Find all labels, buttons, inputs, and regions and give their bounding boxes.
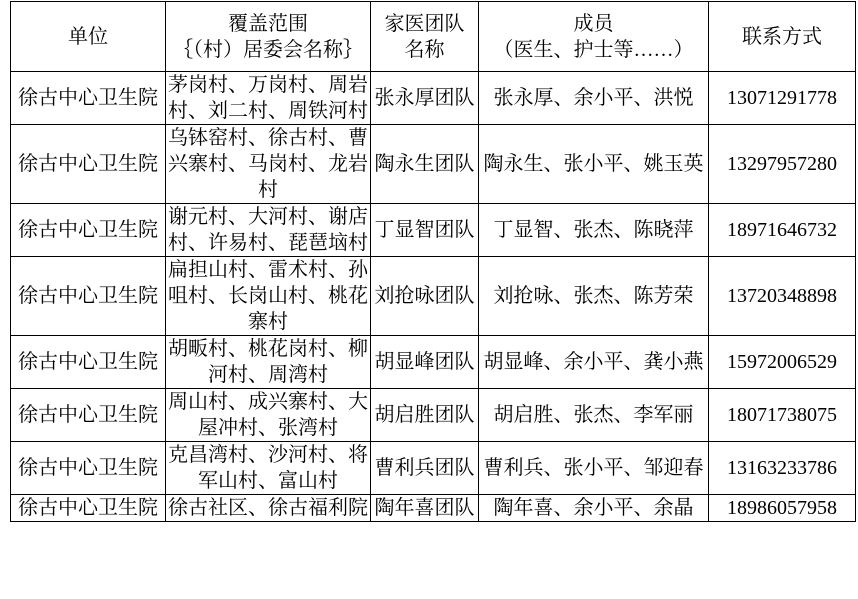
cell-phone-text: 18071738075 bbox=[727, 404, 837, 426]
cell-team-text: 曹利兵团队 bbox=[374, 457, 475, 479]
cell-coverage bbox=[166, 125, 371, 204]
cell-members-text: 丁显智、张杰、陈晓萍 bbox=[493, 219, 694, 241]
cell-unit-text: 徐古中心卫生院 bbox=[18, 351, 158, 373]
table-row bbox=[11, 204, 856, 257]
cell-members bbox=[479, 336, 709, 389]
header-phone bbox=[709, 2, 856, 72]
table-row bbox=[11, 257, 856, 336]
cell-unit-text: 徐古中心卫生院 bbox=[18, 457, 158, 479]
header-coverage-line: 覆盖范围 bbox=[228, 12, 308, 35]
header-unit-line: 单位 bbox=[68, 25, 108, 48]
cell-unit bbox=[11, 257, 166, 336]
cell-team-text: 陶年喜团队 bbox=[374, 497, 475, 519]
cell-team-text: 张永厚团队 bbox=[374, 87, 475, 109]
header-phone-line: 联系方式 bbox=[742, 25, 822, 48]
cell-members bbox=[479, 495, 709, 522]
cell-team bbox=[371, 495, 479, 522]
cell-unit bbox=[11, 204, 166, 257]
cell-team bbox=[371, 442, 479, 495]
cell-team-text: 胡启胜团队 bbox=[374, 404, 475, 426]
cell-phone bbox=[709, 336, 856, 389]
cell-members bbox=[479, 204, 709, 257]
cell-phone bbox=[709, 389, 856, 442]
header-members-line: 成员 bbox=[573, 12, 614, 35]
cell-unit-text: 徐古中心卫生院 bbox=[18, 219, 158, 241]
cell-unit-text: 徐古中心卫生院 bbox=[18, 87, 158, 109]
cell-coverage-text: 周山村、成兴寨村、大屋冲村、张湾村 bbox=[168, 391, 368, 439]
cell-unit-text: 徐古中心卫生院 bbox=[18, 285, 158, 307]
table-row bbox=[11, 495, 856, 522]
family-doctor-team-table bbox=[10, 1, 856, 522]
cell-phone-text: 13720348898 bbox=[727, 285, 837, 307]
cell-members bbox=[479, 442, 709, 495]
cell-team bbox=[371, 72, 479, 125]
cell-unit bbox=[11, 125, 166, 204]
cell-unit bbox=[11, 495, 166, 522]
table-body bbox=[11, 72, 856, 522]
cell-team-text: 丁显智团队 bbox=[374, 219, 475, 241]
cell-phone bbox=[709, 257, 856, 336]
cell-coverage-text: 克昌湾村、沙河村、将军山村、富山村 bbox=[168, 444, 368, 492]
cell-coverage-text: 扁担山村、雷术村、孙咀村、长岗山村、桃花寨村 bbox=[168, 259, 368, 333]
table-row bbox=[11, 336, 856, 389]
table-row bbox=[11, 72, 856, 125]
cell-members-text: 刘抢咏、张杰、陈芳荣 bbox=[493, 285, 694, 307]
table-header bbox=[11, 2, 856, 72]
cell-members-text: 陶年喜、余小平、余晶 bbox=[493, 497, 694, 519]
cell-coverage bbox=[166, 389, 371, 442]
cell-coverage-text: 胡畈村、桃花岗村、柳河村、周湾村 bbox=[168, 338, 368, 386]
cell-members-text: 曹利兵、张小平、邹迎春 bbox=[483, 457, 704, 479]
cell-coverage bbox=[166, 495, 371, 522]
cell-coverage-text: 徐古社区、徐古福利院 bbox=[168, 497, 368, 519]
header-members-line: （医生、护士等……） bbox=[493, 38, 694, 61]
cell-coverage bbox=[166, 257, 371, 336]
cell-team-text: 陶永生团队 bbox=[374, 153, 475, 175]
cell-coverage bbox=[166, 442, 371, 495]
cell-team bbox=[371, 389, 479, 442]
cell-phone bbox=[709, 125, 856, 204]
cell-phone bbox=[709, 495, 856, 522]
cell-members-text: 陶永生、张小平、姚玉英 bbox=[483, 153, 704, 175]
cell-coverage-text: 谢元村、大河村、谢店村、许易村、琵琶垴村 bbox=[168, 206, 368, 254]
cell-unit bbox=[11, 336, 166, 389]
cell-unit-text: 徐古中心卫生院 bbox=[18, 153, 158, 175]
table-row bbox=[11, 442, 856, 495]
cell-phone bbox=[709, 442, 856, 495]
cell-coverage bbox=[166, 72, 371, 125]
cell-phone bbox=[709, 72, 856, 125]
header-row bbox=[11, 2, 856, 72]
header-unit bbox=[11, 2, 166, 72]
cell-members bbox=[479, 257, 709, 336]
cell-team bbox=[371, 336, 479, 389]
cell-unit-text: 徐古中心卫生院 bbox=[18, 404, 158, 426]
header-team-line: 名称 bbox=[404, 38, 445, 61]
cell-team-text: 胡显峰团队 bbox=[374, 351, 475, 373]
cell-phone-text: 13297957280 bbox=[727, 153, 837, 175]
cell-unit bbox=[11, 389, 166, 442]
cell-team bbox=[371, 125, 479, 204]
cell-phone bbox=[709, 204, 856, 257]
cell-coverage-text: 茅岗村、万岗村、周岩村、刘二村、周铁河村 bbox=[168, 74, 368, 122]
header-team bbox=[371, 2, 479, 72]
cell-phone-text: 13071291778 bbox=[727, 87, 837, 109]
cell-phone-text: 18971646732 bbox=[727, 219, 837, 241]
header-members bbox=[479, 2, 709, 72]
cell-coverage-text: 乌钵窑村、徐古村、曹兴寨村、马岗村、龙岩村 bbox=[168, 127, 368, 201]
cell-coverage bbox=[166, 204, 371, 257]
cell-members bbox=[479, 125, 709, 204]
cell-phone-text: 13163233786 bbox=[727, 457, 837, 479]
cell-team-text: 刘抢咏团队 bbox=[374, 285, 475, 307]
cell-phone-text: 15972006529 bbox=[727, 351, 837, 373]
cell-members bbox=[479, 72, 709, 125]
cell-team bbox=[371, 204, 479, 257]
cell-phone-text: 18986057958 bbox=[727, 497, 837, 519]
cell-unit bbox=[11, 72, 166, 125]
header-coverage-line: ｛（村）居委会名称｝ bbox=[173, 38, 363, 61]
cell-members bbox=[479, 389, 709, 442]
cell-coverage bbox=[166, 336, 371, 389]
table-row bbox=[11, 389, 856, 442]
cell-unit bbox=[11, 442, 166, 495]
header-coverage bbox=[166, 2, 371, 72]
cell-unit-text: 徐古中心卫生院 bbox=[18, 497, 158, 519]
cell-team bbox=[371, 257, 479, 336]
cell-members-text: 胡启胜、张杰、李军丽 bbox=[493, 404, 694, 426]
cell-members-text: 胡显峰、余小平、龚小燕 bbox=[483, 351, 704, 373]
header-team-line: 家医团队 bbox=[384, 12, 465, 35]
cell-members-text: 张永厚、余小平、洪悦 bbox=[493, 87, 694, 109]
table-row bbox=[11, 125, 856, 204]
